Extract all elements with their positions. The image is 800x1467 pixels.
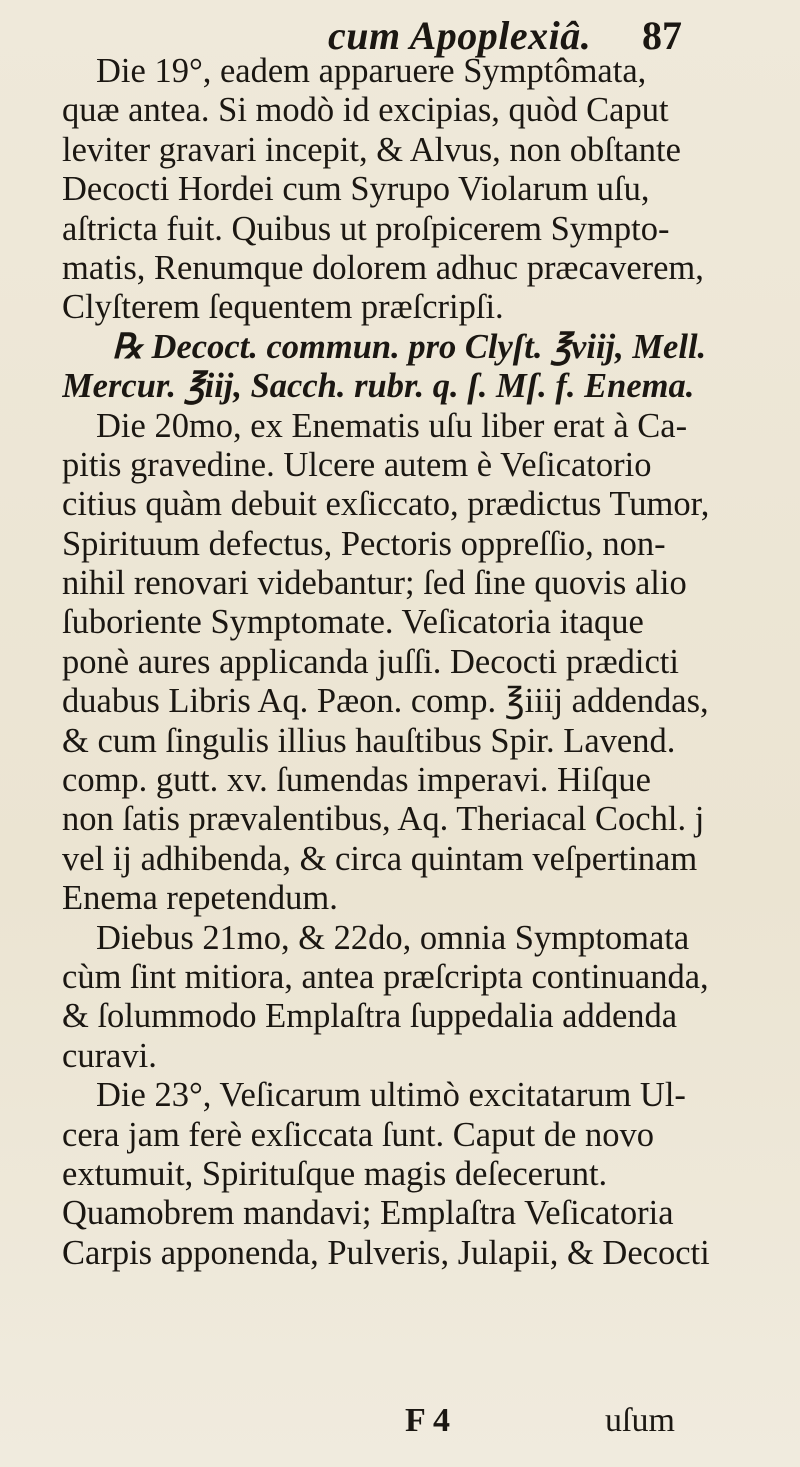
text-line: Die 23°, Veſicarum ultimò excitatarum Ul- xyxy=(96,1076,686,1115)
text-line: cera jam ferè exſiccata ſunt. Caput de novo xyxy=(62,1115,654,1154)
text-line: duabus Libris Aq. Pæon. comp. ℥iiij addendas, xyxy=(62,682,709,721)
text-line: Clyſterem ſequentem præſcripſi. xyxy=(62,288,504,327)
text-line: & ſolummodo Emplaſtra ſuppedalia addenda xyxy=(62,997,678,1036)
text-line: extumuit, Spirituſque magis deſecerunt. xyxy=(62,1154,608,1193)
text-line: vel ij adhibenda, & circa quintam veſpertinam xyxy=(62,839,698,878)
page-number: 87 xyxy=(642,13,682,58)
text-line: Quamobrem mandavi; Emplaſtra Veſicatoria xyxy=(62,1194,674,1233)
text-line: nihil renovari videbantur; ſed ſine quovis alio xyxy=(62,564,687,603)
text-line: non ſatis prævalentibus, Aq. Theriacal Cochl. j xyxy=(62,800,705,839)
text-line: Mercur. ℥iij, Sacch. rubr. q. ſ. Mſ. f. Enema. xyxy=(62,367,695,406)
text-line: Spirituum defectus, Pectoris oppreſſio, non- xyxy=(62,524,666,563)
text-line: citius quàm debuit exſiccato, prædictus Tumor, xyxy=(62,485,710,524)
text-line: pitis gravedine. Ulcere autem è Veſicatorio xyxy=(62,445,652,484)
text-line: ponè aures applicanda juſſi. Decocti prædicti xyxy=(62,642,679,681)
body-text xyxy=(62,52,742,1273)
text-line: leviter gravari incepit, & Alvus, non obſtante xyxy=(62,130,681,169)
text-line: Carpis apponenda, Pulveris, Julapii, & Decocti xyxy=(62,1233,710,1272)
text-line: Diebus 21mo, & 22do, omnia Symptomata xyxy=(96,918,690,957)
text-line: curavi. xyxy=(62,1036,157,1075)
text-line: comp. gutt. xv. ſumendas imperavi. Hiſque xyxy=(62,761,651,800)
text-line: cùm ſint mitiora, antea præſcripta continuanda, xyxy=(62,957,709,996)
text-line: quæ antea. Si modò id excipias, quòd Caput xyxy=(62,91,669,130)
text-line: Decocti Hordei cum Syrupo Violarum uſu, xyxy=(62,170,650,209)
text-line: ſuboriente Symptomate. Veſicatoria itaque xyxy=(62,603,644,642)
signature-mark: F 4 xyxy=(405,1402,451,1439)
running-head xyxy=(0,6,800,58)
page-footer xyxy=(0,1402,800,1446)
text-line: aſtricta fuit. Quibus ut proſpicerem Sympto- xyxy=(62,209,670,248)
text-line: Enema repetendum. xyxy=(62,879,338,918)
running-title: cum Apoplexiâ. xyxy=(328,13,592,58)
text-line: Die 20mo, ex Enematis uſu liber erat à Ca- xyxy=(96,406,688,445)
catchword: uſum xyxy=(605,1402,675,1439)
text-line: matis, Renumque dolorem adhuc præcaverem, xyxy=(62,248,704,287)
text-line: ℞ Decoct. commun. pro Clyſt. ℥viij, Mell. xyxy=(112,327,707,366)
text-line: & cum ſingulis illius hauſtibus Spir. Lavend. xyxy=(62,721,676,760)
text-line: Die 19°, eadem apparuere Symptômata, xyxy=(96,52,647,90)
